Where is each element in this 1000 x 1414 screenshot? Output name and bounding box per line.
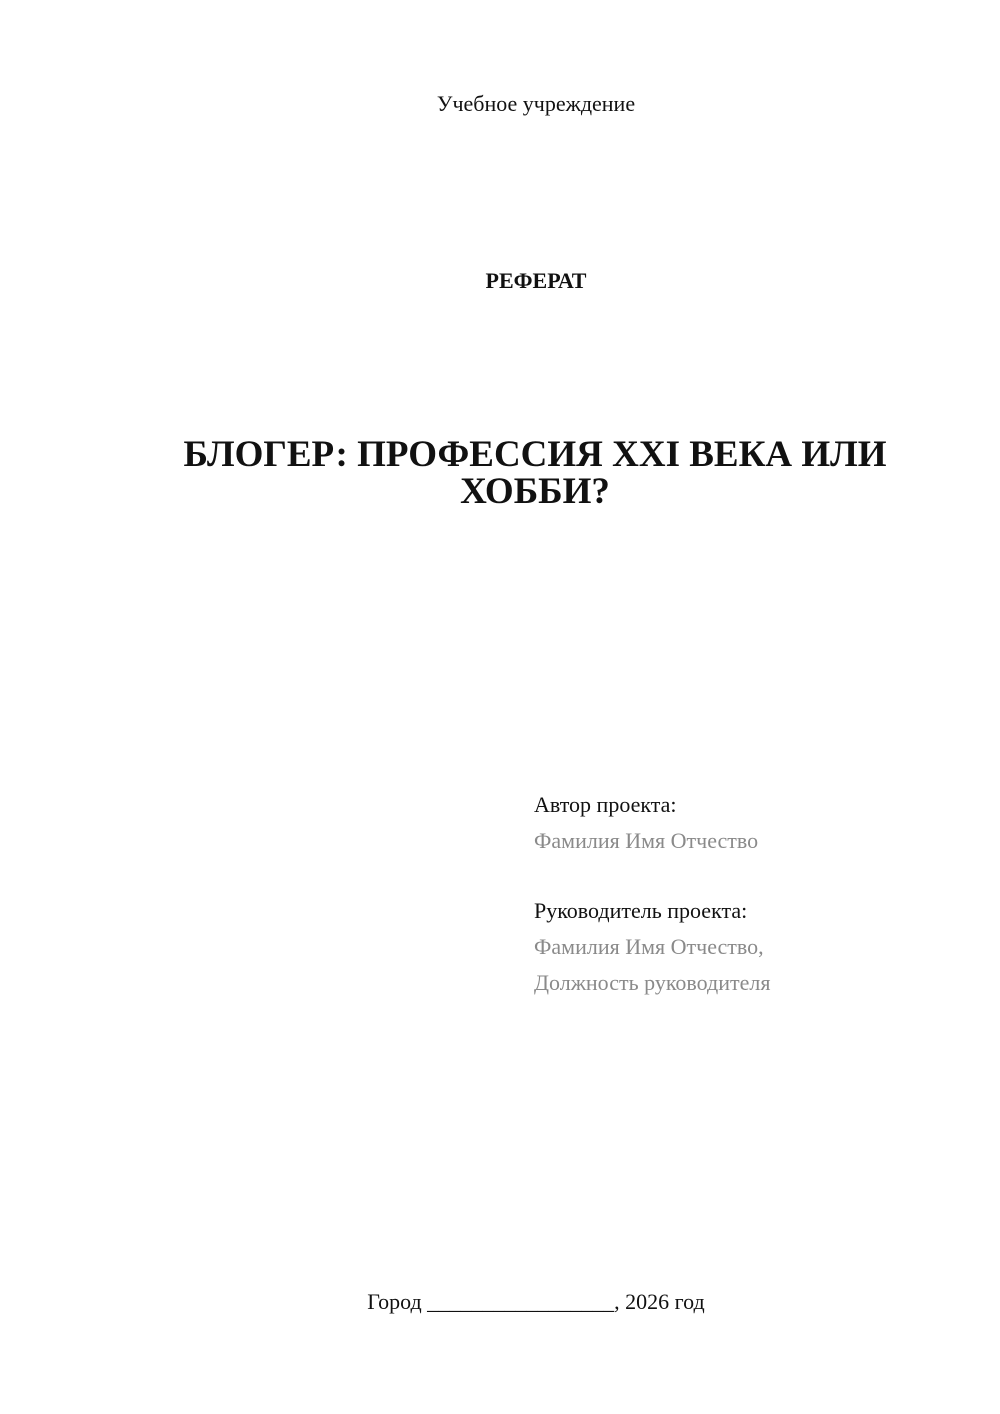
supervisor-label: Руководитель проекта:	[534, 898, 748, 923]
city-year-line: Город _________________, 2026 год	[367, 1289, 705, 1314]
author-name-placeholder: Фамилия Имя Отчество	[534, 828, 759, 853]
document-title	[150, 436, 920, 510]
title-line-1: БЛОГЕР: ПРОФЕССИЯ XXI ВЕКА ИЛИ	[183, 434, 887, 475]
institution-name: Учебное учреждение	[436, 91, 636, 116]
supervisor-block	[534, 893, 770, 1001]
document-type: РЕФЕРАТ	[485, 268, 587, 293]
author-block	[534, 787, 758, 859]
author-label: Автор проекта:	[534, 792, 677, 817]
title-line-2: ХОББИ?	[460, 471, 610, 512]
supervisor-position-placeholder: Должность руководителя	[534, 970, 771, 995]
supervisor-name-placeholder: Фамилия Имя Отчество,	[534, 934, 764, 959]
